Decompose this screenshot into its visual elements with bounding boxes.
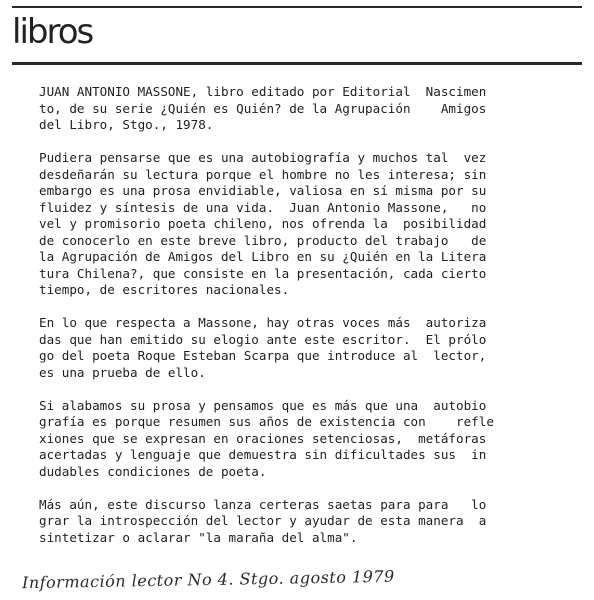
text-line: das que han emitido su elogio ante este escritor. El prólo — [39, 331, 487, 347]
header-rule-top — [12, 6, 582, 8]
text-line: fluidez y síntesis de una vida. Juan Antonio Massone, no — [39, 199, 487, 215]
text-line: sintetizar o aclarar "la maraña del alma". — [39, 529, 358, 545]
handwritten-source-note: Información lector No 4. Stgo. agosto 1979 — [21, 566, 395, 593]
text-line: go del poeta Roque Esteban Scarpa que introduce al lector, — [39, 348, 487, 363]
text-line: En lo que respecta a Massone, hay otras voces más autoriza — [39, 315, 487, 330]
text-line: grar la introspección del lector y ayudar de esta manera a — [39, 513, 487, 528]
text-line: de conocerlo en este breve libro, producto del trabajo de — [39, 232, 487, 248]
text-line: desdeñarán su lectura porque el hombre no les interesa; sin — [39, 166, 487, 182]
text-line: grafía es porque resumen sus años de existencia con refle — [39, 414, 494, 429]
text-line: del Libro, Stgo., 1978. — [39, 117, 214, 132]
text-line: tura Chilena?, que consiste en la presentación, cada cierto — [39, 265, 487, 281]
text-line: la Agrupación de Amigos del Libro en su ¿Quién en la Litera — [39, 249, 487, 264]
text-line: vel y promisorio poeta chileno, nos ofrenda la posibilidad — [39, 216, 487, 231]
text-line: tiempo, de escritores nacionales. — [39, 282, 290, 297]
text-line: xiones que se expresan en oraciones setenciosas, metáforas — [39, 430, 487, 446]
paragraph — [39, 315, 559, 381]
text-line: embargo es una prosa envidiable, valiosa en sí misma por su — [39, 183, 487, 198]
text-line: JUAN ANTONIO MASSONE, libro editado por Editorial Nascimen — [39, 84, 487, 99]
text-line: Más aún, este discurso lanza certeras saetas para para lo — [39, 496, 487, 512]
paragraph — [39, 497, 559, 547]
article-body — [39, 84, 559, 563]
text-line: dudables condiciones de poeta. — [39, 463, 267, 479]
text-line: acertadas y lenguaje que demuestra sin dificultades sus in — [39, 447, 487, 462]
text-line: to, de su serie ¿Quién es Quién? de la Agrupación Amigos — [39, 100, 487, 116]
text-line: Si alabamos su prosa y pensamos que es más que una autobio — [39, 397, 487, 413]
paragraph — [39, 84, 559, 134]
text-line: Pudiera pensarse que es una autobiografía y muchos tal vez — [39, 150, 487, 165]
header-rule-bottom — [12, 62, 582, 65]
paragraph — [39, 150, 559, 299]
section-title: libros — [12, 12, 93, 52]
paragraph — [39, 398, 559, 481]
text-line: es una prueba de ello. — [39, 364, 206, 380]
